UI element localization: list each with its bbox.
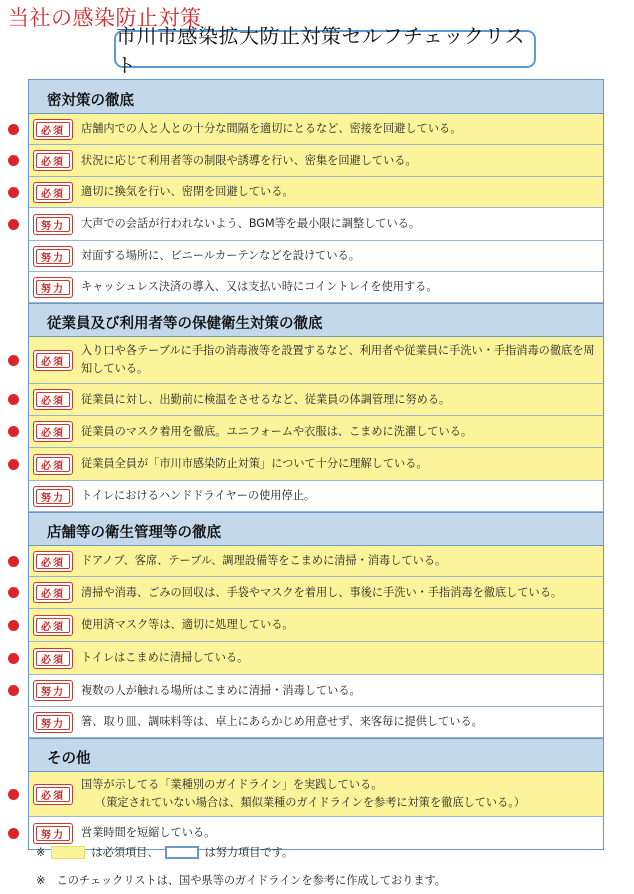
checklist-item-text — [81, 552, 452, 570]
badge-label: 必須 — [41, 396, 65, 407]
checklist-item-text — [81, 649, 254, 667]
legend-effort-text: は努力項目です。 — [204, 846, 294, 859]
section-heading: その他 — [29, 738, 603, 772]
section-heading: 密対策の徹底 — [29, 80, 603, 114]
required-badge — [33, 615, 73, 636]
checklist-item-text — [81, 215, 426, 233]
checklist-row — [29, 384, 603, 416]
checklist-item-text — [81, 455, 434, 473]
checklist-row — [29, 609, 603, 642]
checklist-row — [29, 642, 603, 675]
checklist-item-text — [81, 391, 456, 409]
badge-label: 努力 — [41, 220, 65, 232]
effort-badge — [33, 214, 73, 235]
check-mark-dot — [8, 355, 19, 366]
checklist-row — [29, 481, 603, 512]
checklist-item-text — [81, 682, 367, 700]
item-text: 国等が示してる「業種別のガイドライン」を実践している。 — [81, 778, 383, 791]
required-badge — [33, 421, 73, 442]
item-text: 入り口や各テーブルに手指の消毒液等を設置するなど、利用者や従業員に手洗い・手指消毒の徹底を周知している。 — [81, 344, 595, 375]
checklist-row — [29, 272, 603, 303]
checklist-row — [29, 114, 603, 145]
check-mark-dot — [8, 426, 19, 437]
checklist-row — [29, 208, 603, 241]
checklist-item-text — [81, 183, 300, 201]
badge-label: 必須 — [41, 621, 65, 633]
checklist-item-text — [81, 278, 444, 296]
checklist-item-text — [81, 152, 423, 170]
legend — [36, 844, 293, 860]
check-mark-dot — [8, 459, 19, 470]
effort-badge — [33, 246, 73, 267]
checklist-row — [29, 241, 603, 272]
required-badge — [33, 582, 73, 603]
badge-label: 必須 — [41, 428, 65, 439]
required-badge — [33, 784, 73, 805]
badge-label: 努力 — [41, 492, 65, 504]
item-text: ドアノブ、客席、テーブル、調理設備等をこまめに清掃・消毒している。 — [81, 554, 447, 567]
item-text: 従業員に対し、出勤前に検温をさせるなど、従業員の体調管理に努める。 — [81, 392, 451, 406]
checklist-row — [29, 707, 603, 738]
item-text: 店舗内での人と人との十分な間隔を適切にとるなど、密接を回避している。 — [81, 122, 462, 135]
checklist-row — [29, 416, 603, 448]
checklist-row — [29, 145, 603, 177]
checklist-item-text — [81, 584, 568, 602]
badge-label: 必須 — [41, 790, 65, 802]
effort-badge — [33, 712, 73, 733]
badge-label: 努力 — [41, 687, 65, 698]
item-text: 適切に換気を行い、密閉を回避している。 — [81, 185, 294, 198]
checklist-row — [29, 675, 603, 707]
item-text: トイレにおけるハンドドライヤーの使用停止。 — [81, 489, 316, 502]
badge-label: 努力 — [41, 252, 65, 264]
item-text: 複数の人が触れる場所はこまめに清掃・消毒している。 — [81, 683, 361, 697]
item-text: 大声での会話が行われないよう、BGM等を最小限に調整している。 — [81, 217, 421, 230]
check-mark-dot — [8, 789, 19, 800]
checklist-table — [28, 79, 604, 850]
required-badge — [33, 389, 73, 410]
checklist-item-text — [81, 713, 489, 731]
checklist-item-text — [81, 342, 603, 378]
required-badge — [33, 648, 73, 669]
required-badge — [33, 182, 73, 203]
check-mark-dot — [8, 620, 19, 631]
required-swatch — [51, 846, 85, 859]
item-text: 清掃や消毒、ごみの回収は、手袋やマスクを着用し、事後に手洗い・手指消毒を徹底している。 — [81, 585, 563, 599]
effort-badge — [33, 823, 73, 844]
item-subtext: （策定されていない場合は、類似業種のガイドラインを参考に対策を徹底している。） — [95, 796, 526, 809]
checklist-item-text — [81, 616, 300, 634]
checklist-item-text — [81, 120, 467, 138]
check-mark-dot — [8, 155, 19, 166]
check-mark-dot — [8, 556, 19, 567]
checklist-item-text — [81, 776, 531, 812]
effort-badge — [33, 486, 73, 507]
page-heading: 当社の感染防止対策 — [8, 6, 202, 30]
item-text: 営業時間を短縮している。 — [81, 826, 216, 839]
badge-label: 必須 — [41, 557, 65, 569]
checklist-row — [29, 337, 603, 384]
section-heading: 店舗等の衛生管理等の徹底 — [29, 512, 603, 546]
checklist-row — [29, 577, 603, 609]
checklist-item-text — [81, 487, 321, 505]
item-text: 対面する場所に、ビニールカーテンなどを設けている。 — [81, 249, 360, 262]
badge-label: 必須 — [41, 125, 65, 137]
check-mark-dot — [8, 685, 19, 696]
required-badge — [33, 119, 73, 140]
section-heading: 従業員及び利用者等の保健衛生対策の徹底 — [29, 303, 603, 337]
checklist-row — [29, 546, 603, 577]
badge-label: 必須 — [41, 356, 65, 368]
checklist-item-text — [81, 824, 221, 842]
check-mark-dot — [8, 394, 19, 405]
check-mark-dot — [8, 124, 19, 135]
badge-label: 必須 — [41, 654, 65, 666]
item-text: キャッシュレス決済の導入、又は支払い時にコイントレイを使用する。 — [81, 280, 438, 293]
badge-label: 必須 — [41, 157, 65, 168]
check-mark-dot — [8, 587, 19, 598]
badge-label: 必須 — [41, 188, 65, 200]
checklist-item-text — [81, 423, 478, 441]
legend-required-text: は必須項目、 — [91, 846, 159, 859]
item-text: 従業員のマスク着用を徹底。ユニフォームや衣服は、こまめに洗濯している。 — [81, 424, 473, 438]
required-badge — [33, 150, 73, 171]
checklist-title: 市川市感染拡大防止対策セルフチェックリスト — [114, 30, 536, 68]
badge-label: 努力 — [41, 283, 65, 295]
checklist-row — [29, 772, 603, 817]
footnote: ※ このチェックリストは、国や県等のガイドラインを参考に作成しております。 — [36, 874, 446, 887]
badge-label: 必須 — [41, 589, 65, 600]
item-text: トイレはこまめに清掃している。 — [81, 651, 249, 664]
effort-badge — [33, 277, 73, 298]
item-text: 箸、取り皿、調味料等は、卓上にあらかじめ用意せず、来客毎に提供している。 — [81, 715, 483, 728]
checklist-item-text — [81, 247, 366, 265]
check-mark-dot — [8, 828, 19, 839]
item-text: 従業員全員が「市川市感染防止対策」について十分に理解している。 — [81, 457, 428, 470]
required-badge — [33, 551, 73, 572]
item-text: 状況に応じて利用者等の制限や誘導を行い、密集を回避している。 — [81, 153, 417, 167]
checklist-row — [29, 448, 603, 481]
check-mark-dot — [8, 653, 19, 664]
required-badge — [33, 454, 73, 475]
checklist-row — [29, 177, 603, 208]
required-badge — [33, 350, 73, 371]
check-mark-dot — [8, 219, 19, 230]
effort-swatch — [165, 846, 199, 859]
badge-label: 努力 — [41, 718, 65, 730]
legend-mark: ※ — [36, 845, 46, 859]
badge-label: 必須 — [41, 460, 65, 472]
effort-badge — [33, 680, 73, 701]
badge-label: 努力 — [41, 829, 65, 841]
check-mark-dot — [8, 187, 19, 198]
item-text: 使用済マスク等は、適切に処理している。 — [81, 618, 294, 631]
